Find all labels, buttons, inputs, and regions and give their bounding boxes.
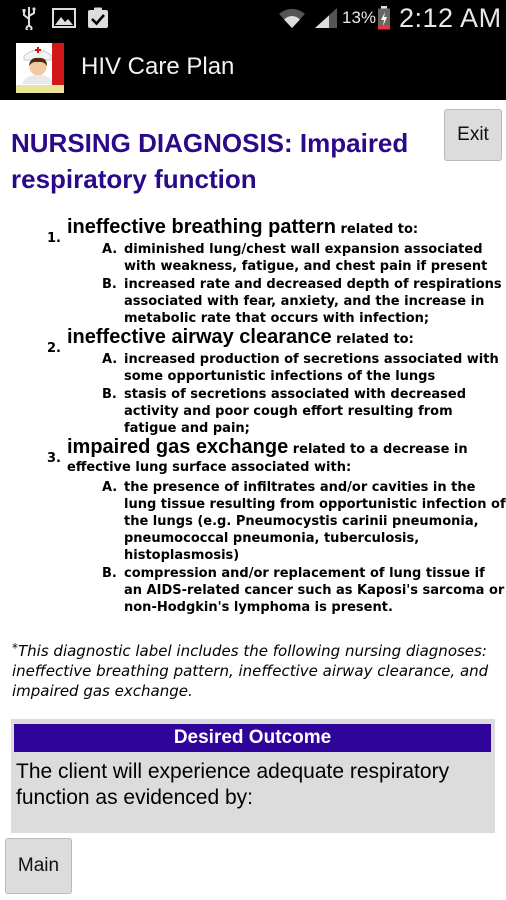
- sub-item: [67, 479, 506, 564]
- diagnosis-heading: [67, 328, 506, 349]
- sub-text: increased production of secretions associated with some opportunistic infections of the lungs: [124, 352, 499, 384]
- diagnosis-relation: related to a decrease in effective lung surface associated with:: [67, 442, 468, 475]
- diagnosis-heading: [67, 438, 506, 477]
- sub-item: [67, 351, 506, 385]
- battery-percent: 13%: [342, 8, 377, 27]
- diagnosis-item: [0, 438, 506, 616]
- sub-text: increased rate and decreased depth of respirations associated with fear, anxiety, and the increase in metabolic rate that occurs with infection;: [124, 277, 502, 326]
- sub-letter: A.: [102, 352, 118, 367]
- footnote-text: This diagnostic label includes the following nursing diagnoses: ineffective breathing pattern, ineffective airway clearance, and impaired gas exchange.: [12, 642, 489, 700]
- sub-list: [67, 351, 506, 437]
- page-title: NURSING DIAGNOSIS: Impaired respiratory function: [11, 128, 409, 194]
- usb-icon: [20, 6, 38, 30]
- outcome-text: The client will experience adequate respiratory function as evidenced by:: [16, 760, 450, 809]
- diagnosis-list: [0, 218, 506, 617]
- sub-letter: B.: [102, 387, 117, 402]
- wifi-icon: [278, 6, 306, 30]
- outcome-box: [11, 719, 495, 833]
- diagnosis-item: [0, 218, 506, 327]
- sub-letter: B.: [102, 566, 117, 581]
- diagnosis-number: 3.: [47, 451, 61, 466]
- diagnosis-relation: related to:: [336, 332, 414, 347]
- battery-charging-icon: [375, 6, 393, 30]
- status-bar: [0, 0, 506, 36]
- sub-letter: B.: [102, 277, 117, 292]
- signal-icon: [314, 6, 338, 30]
- checklist-icon: [86, 6, 110, 30]
- diagnosis-term: ineffective breathing pattern: [67, 216, 336, 238]
- app-title: HIV Care Plan: [81, 53, 235, 80]
- footnote-marker: *: [12, 641, 18, 655]
- image-icon: [52, 6, 76, 30]
- sub-list: [67, 241, 506, 327]
- diagnosis-number: 2.: [47, 341, 61, 356]
- main-button[interactable]: Main: [5, 838, 72, 894]
- sub-text: compression and/or replacement of lung tissue if an AIDS-related cancer such as Kaposi's sarcoma or non-Hodgkin's lymphoma is present.: [124, 566, 505, 615]
- sub-text: stasis of secretions associated with decreased activity and poor cough effort resulting from fatigue and pain;: [124, 387, 467, 436]
- diagnosis-heading: [67, 218, 506, 239]
- outcome-header: Desired Outcome: [14, 724, 491, 752]
- sub-item: [67, 276, 506, 327]
- clock: 2:12 AM: [399, 3, 502, 33]
- sub-list: [67, 479, 506, 616]
- diagnosis-term: impaired gas exchange: [67, 436, 289, 458]
- sub-item: [67, 565, 506, 616]
- diagnosis-term: ineffective airway clearance: [67, 326, 332, 348]
- exit-button[interactable]: Exit: [444, 109, 502, 161]
- action-bar: [0, 36, 506, 100]
- diagnosis-relation: related to:: [340, 222, 419, 237]
- diagnosis-item: [0, 328, 506, 437]
- footnote: [12, 641, 502, 701]
- sub-item: [67, 241, 506, 275]
- sub-text: the presence of infiltrates and/or cavities in the lung tissue resulting from opportunistic infection of the lungs (e.g. Pneumocystis carinii pneumonia, pneumococcal pneumonia, tuberculosis, histoplasmosis): [124, 480, 506, 563]
- sub-letter: A.: [102, 242, 118, 257]
- sub-text: diminished lung/chest wall expansion associated with weakness, fatigue, and chest pain if present: [124, 242, 488, 274]
- app-logo[interactable]: [16, 43, 64, 93]
- sub-letter: A.: [102, 480, 118, 495]
- diagnosis-number: 1.: [47, 231, 61, 246]
- sub-item: [67, 386, 506, 437]
